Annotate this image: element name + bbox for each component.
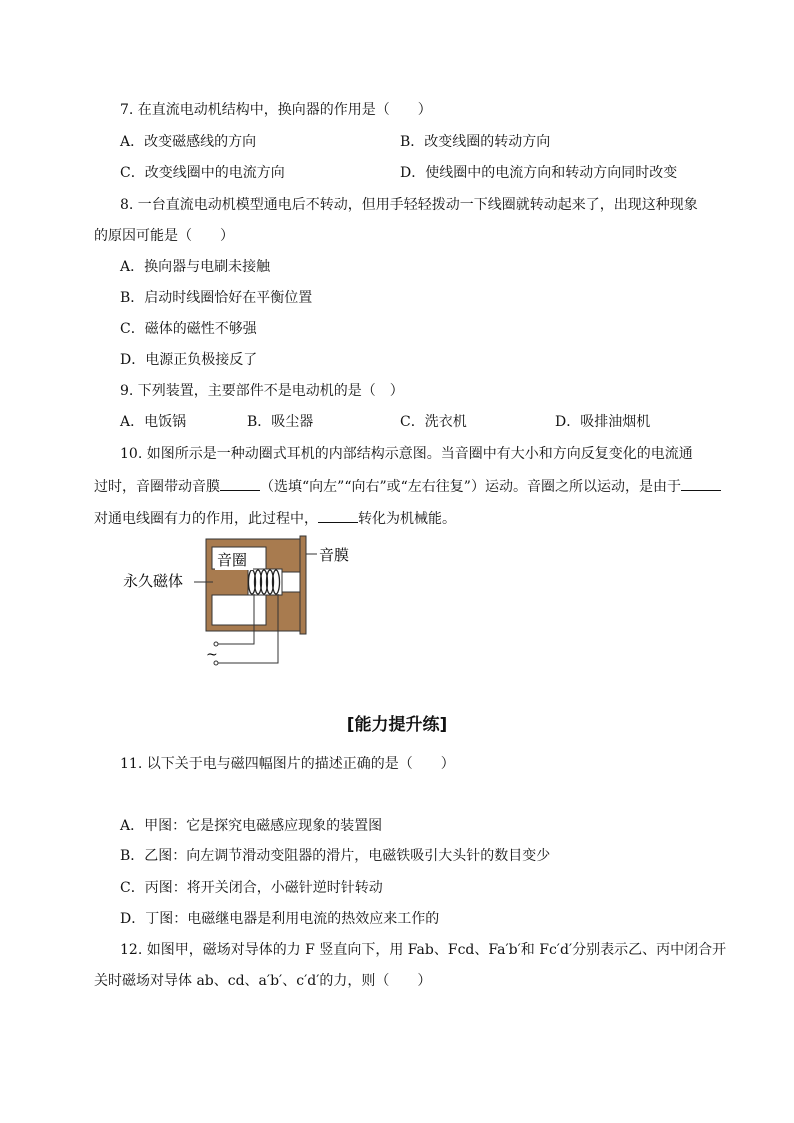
q10-stem-line1: 10. 如图所示是一种动圈式耳机的内部结构示意图。当音圈中有大小和方向反复变化的电流通	[120, 446, 693, 462]
q8-option-c: C．磁体的磁性不够强	[120, 321, 257, 337]
q10-stem-line3	[94, 508, 456, 529]
q9-option-a: A．电饭锅	[120, 414, 187, 430]
q10-blank-1	[220, 476, 260, 491]
membrane-label: 音膜	[319, 546, 350, 564]
q10-stem-line2-part1: 过时，音圈带动音膜	[94, 479, 220, 495]
section-title: [能力提升练]	[346, 715, 448, 735]
lower-cavity	[212, 595, 266, 625]
ac-symbol: ~	[206, 647, 218, 663]
q7-option-c: C．改变线圈中的电流方向	[120, 165, 285, 181]
q10-stem-line2	[94, 476, 721, 497]
q11-stem: 11. 以下关于电与磁四幅图片的描述正确的是（ ）	[120, 756, 455, 772]
terminal-1	[214, 642, 218, 646]
q8-option-d: D．电源正负极接反了	[120, 352, 258, 368]
q10-blank-3	[318, 508, 358, 523]
pole-slot	[282, 572, 300, 592]
q11-option-c: C．丙图：将开关闭合，小磁针逆时针转动	[120, 880, 383, 896]
q7-option-b: B．改变线圈的转动方向	[400, 134, 551, 150]
q10-stem-line3-part1: 对通电线圈有力的作用，此过程中，	[94, 511, 318, 527]
coil-region	[248, 569, 282, 595]
q12-stem-line2: 关时磁场对导体 ab、cd、a′b′、c′d′的力，则（ ）	[94, 973, 432, 989]
q10-stem-line2-part2: （选填“向左”“向右”或“左右往复”）运动。音圈之所以运动，是由于	[260, 479, 681, 495]
membrane	[300, 536, 306, 634]
coil-label: 音圈	[217, 551, 248, 569]
earphone-diagram	[118, 532, 368, 682]
q8-stem-line1: 8. 一台直流电动机模型通电后不转动，但用手轻轻拨动一下线圈就转动起来了，出现这种现象	[120, 197, 698, 213]
q9-option-c: C．洗衣机	[400, 414, 467, 430]
magnet-label: 永久磁体	[123, 572, 184, 590]
q10-blank-2	[681, 476, 721, 491]
q9-option-d: D．吸排油烟机	[555, 414, 651, 430]
q7-stem: 7. 在直流电动机结构中，换向器的作用是（ ）	[120, 102, 432, 118]
q8-stem-line2: 的原因可能是（ ）	[94, 228, 234, 244]
q11-option-d: D．丁图：电磁继电器是利用电流的热效应来工作的	[120, 911, 440, 927]
q10-stem-line3-part2: 转化为机械能。	[358, 511, 456, 527]
q11-option-a: A．甲图：它是探究电磁感应现象的装置图	[120, 818, 383, 834]
q9-option-b: B．吸尘器	[247, 414, 314, 430]
q12-stem-line1: 12. 如图甲，磁场对导体的力 F 竖直向下，用 Fab、Fcd、Fa′b′和 Fc′d′分别表示乙、丙中闭合开	[120, 942, 727, 958]
q8-option-a: A．换向器与电刷未接触	[120, 259, 271, 275]
q7-option-d: D．使线圈中的电流方向和转动方向同时改变	[400, 165, 678, 181]
q11-option-b: B．乙图：向左调节滑动变阻器的滑片，电磁铁吸引大头针的数目变少	[120, 848, 551, 864]
q8-option-b: B．启动时线圈恰好在平衡位置	[120, 290, 313, 306]
q9-stem: 9. 下列装置，主要部件不是电动机的是（ ）	[120, 383, 404, 399]
q7-option-a: A．改变磁感线的方向	[120, 134, 257, 150]
